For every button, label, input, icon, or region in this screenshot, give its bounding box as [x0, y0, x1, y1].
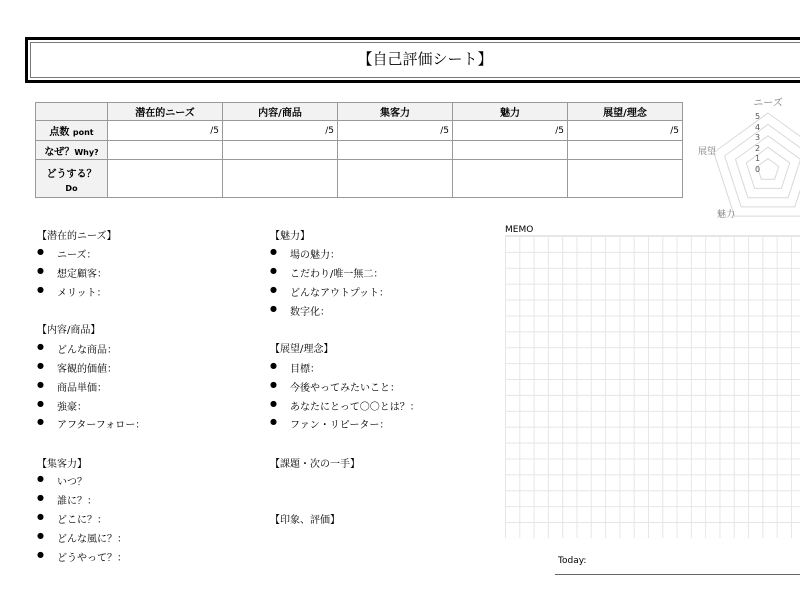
row-label-why: なぜ？Why? [36, 141, 108, 160]
score-cell[interactable]: /5 [568, 121, 683, 141]
do-cell[interactable] [453, 160, 568, 198]
score-cell[interactable]: /5 [108, 121, 223, 141]
radar-tick: 4 [755, 123, 761, 132]
list-item: ● どんな商品： [57, 341, 117, 356]
section-title-vision: 【展望/理念】 [270, 344, 334, 355]
do-cell[interactable] [338, 160, 453, 198]
why-cell[interactable] [223, 141, 338, 160]
do-cell[interactable] [568, 160, 683, 198]
section-title-needs: 【潜在的ニーズ】 [37, 231, 117, 242]
score-cell[interactable]: /5 [338, 121, 453, 141]
page-title: 【自己評価シート】 [357, 50, 493, 68]
list-item: ● あなたにとって〇〇とは？： [290, 398, 420, 413]
list-item: ● 今後やってみたいこと： [290, 379, 400, 394]
list-item: ● いつ？ [57, 473, 87, 488]
list-item: ● 誰に？： [57, 492, 97, 507]
radar-tick: 5 [755, 112, 761, 121]
section-title-content: 【内容/商品】 [37, 325, 101, 336]
list-item: ● 目標： [290, 360, 320, 375]
why-cell[interactable] [453, 141, 568, 160]
memo-grid[interactable] [505, 235, 800, 538]
radar-ring [757, 159, 779, 180]
col-header: 魅力 [453, 103, 568, 121]
radar-ring [746, 147, 789, 188]
do-cell[interactable] [223, 160, 338, 198]
list-item: ● 客観的価値： [57, 360, 117, 375]
col-header: 潜在的ニーズ [108, 103, 223, 121]
list-item: ● ニーズ： [57, 246, 97, 261]
list-item: ● こだわり/唯一無二： [290, 265, 383, 280]
col-header: 展望/理念 [568, 103, 683, 121]
section-title-attract: 【集客力】 [37, 459, 87, 470]
radar-tick: 0 [755, 165, 761, 174]
section-title-issue: 【課題・次の一手】 [270, 459, 360, 470]
score-cell[interactable]: /5 [223, 121, 338, 141]
row-label-score: 点数 pont [36, 121, 108, 141]
score-cell[interactable]: /5 [453, 121, 568, 141]
radar-tick: 1 [755, 154, 761, 163]
today-label: Today: [558, 556, 587, 566]
radar-tick: 2 [755, 144, 761, 153]
radar-chart [680, 90, 800, 230]
today-line [555, 574, 800, 575]
radar-tick: 3 [755, 133, 761, 142]
list-item: ● どうやって？： [57, 549, 127, 564]
score-table [35, 102, 683, 198]
list-item: ● 商品単価： [57, 379, 107, 394]
col-header: 内容/商品 [223, 103, 338, 121]
row-label-do: どうする？ Do [36, 160, 108, 198]
list-item: ● ファン・リピーター： [290, 416, 389, 431]
col-header: 集客力 [338, 103, 453, 121]
list-item: ● 想定顧客： [57, 265, 107, 280]
why-cell[interactable] [108, 141, 223, 160]
do-cell[interactable] [108, 160, 223, 198]
list-item: ● どんなアウトプット： [290, 284, 389, 299]
radar-axis-label: 展望 [698, 147, 717, 157]
list-item: ● どんな風に？： [57, 530, 127, 545]
list-item: ● 強豪： [57, 398, 87, 413]
radar-axis-label: ニーズ [753, 98, 783, 109]
memo-label: MEMO [505, 225, 534, 235]
list-item: ● 場の魅力： [290, 246, 340, 261]
section-title-charm: 【魅力】 [270, 231, 310, 242]
corner-cell [36, 103, 108, 121]
list-item: ● 数字化： [290, 303, 330, 318]
list-item: ● メリット： [57, 284, 107, 299]
list-item: ● どこに？： [57, 511, 107, 526]
why-cell[interactable] [338, 141, 453, 160]
list-item: ● アフターフォロー： [57, 416, 145, 431]
why-cell[interactable] [568, 141, 683, 160]
section-title-impression: 【印象、評価】 [270, 515, 340, 526]
radar-axis-label: 魅力 [717, 210, 736, 220]
